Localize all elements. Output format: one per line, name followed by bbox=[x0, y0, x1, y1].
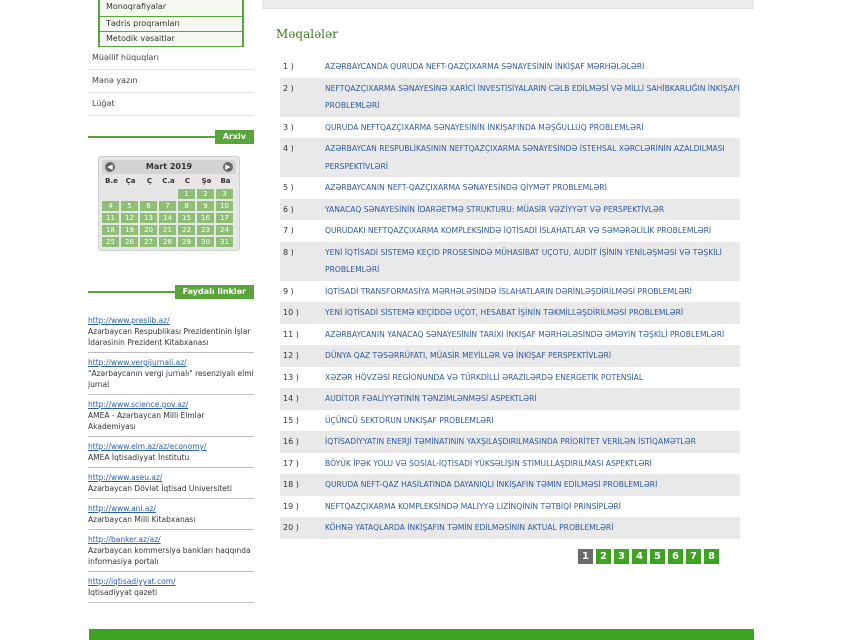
article-row bbox=[280, 496, 740, 518]
sidebar-menu bbox=[88, 47, 254, 116]
article-row bbox=[280, 242, 740, 281]
article-link[interactable]: AUDİTOR FƏALİYYƏTİNİN TƏNZİMLƏNMƏSİ ASPEKTLƏRİ bbox=[325, 394, 537, 403]
article-number: 5 ) bbox=[283, 183, 294, 192]
useful-link-item bbox=[88, 353, 254, 395]
calendar-day[interactable]: 29 bbox=[178, 237, 195, 247]
article-number: 4 ) bbox=[283, 144, 294, 153]
calendar-day[interactable]: 1 bbox=[178, 189, 195, 199]
sidebar-menu-item[interactable]: Mənə yazın bbox=[88, 70, 254, 93]
calendar-day[interactable]: 2 bbox=[197, 189, 214, 199]
article-link[interactable]: AZƏRBAYCANIN YANACAQ SƏNAYESİNİN TARİXİ İNKİŞAF MƏRHƏLƏSİNDƏ ƏMƏYİN TƏŞKİLİ PROBLEMLƏRİ bbox=[325, 329, 725, 339]
weekday-label: B.e bbox=[105, 177, 118, 185]
useful-link-description: Azərbaycan kommersiya bankları haqqında informasiya portalı bbox=[88, 546, 251, 566]
article-number: 6 ) bbox=[283, 204, 294, 214]
article-row bbox=[280, 517, 740, 539]
article-number: 18 ) bbox=[283, 480, 299, 489]
calendar-day[interactable]: 12 bbox=[121, 213, 138, 223]
article-row bbox=[280, 410, 740, 432]
calendar-day[interactable]: 13 bbox=[140, 213, 157, 223]
calendar-day[interactable]: 27 bbox=[140, 237, 157, 247]
top-bar bbox=[262, 0, 754, 9]
useful-link-item bbox=[88, 572, 254, 603]
calendar-day[interactable]: 4 bbox=[102, 201, 119, 211]
calendar-day[interactable]: 22 bbox=[178, 225, 195, 235]
useful-link-description: Azərbaycan Dövlət İqtisad Universiteti bbox=[88, 484, 232, 493]
submenu-item[interactable]: Tədris proqramları bbox=[100, 17, 242, 32]
article-link[interactable]: AZƏRBAYCANIN NEFT-QAZÇIXARMA SƏNAYESİNDƏ QİYMƏT PROBLEMLƏRİ bbox=[325, 183, 607, 192]
useful-link-url[interactable]: http://www.vergijurnali.az/ bbox=[88, 358, 187, 367]
article-number: 17 ) bbox=[283, 458, 299, 468]
calendar-day[interactable]: 30 bbox=[197, 237, 214, 247]
calendar-day[interactable]: 18 bbox=[102, 225, 119, 235]
article-number: 16 ) bbox=[283, 437, 299, 446]
article-number: 11 ) bbox=[283, 329, 299, 339]
article-row bbox=[280, 138, 740, 177]
article-link[interactable]: AZƏRBAYCANDA QURUDA NEFT-QAZÇIXARMA SƏNAYESİNİN İNKİŞAF MƏRHƏLƏLƏRİ bbox=[325, 62, 645, 71]
article-number: 2 ) bbox=[283, 83, 294, 93]
page-link[interactable]: 8 bbox=[704, 549, 719, 564]
useful-link-item bbox=[88, 468, 254, 499]
article-link[interactable]: İQTİSADİ TRANSFORMASİYA MƏRHƏLƏSİNDƏ İSLAHATLARIN DƏRİNLƏŞDİRİLMƏSİ PROBLEMLƏRİ bbox=[325, 286, 692, 296]
articles-list bbox=[280, 56, 740, 539]
article-number: 13 ) bbox=[283, 372, 299, 382]
article-row bbox=[280, 177, 740, 199]
page-link[interactable]: 2 bbox=[596, 549, 611, 564]
useful-link-item bbox=[88, 530, 254, 572]
calendar-month: Mart 2019 bbox=[145, 162, 193, 171]
sidebar bbox=[88, 0, 254, 603]
article-number: 20 ) bbox=[283, 523, 299, 532]
article-row bbox=[280, 324, 740, 346]
calendar-day[interactable]: 24 bbox=[216, 225, 233, 235]
calendar-day[interactable]: 26 bbox=[121, 237, 138, 247]
useful-link-item bbox=[88, 437, 254, 468]
calendar-day[interactable]: 31 bbox=[216, 237, 233, 247]
article-link[interactable]: AZƏRBAYCAN RESPUBLİKASININ NEFTQAZÇIXARMA SƏNAYESİNDƏ İSTEHSAL XƏRCLƏRİNİN AZALDILMASI PERSPEKTİVLƏRİ bbox=[325, 144, 725, 171]
sidebar-menu-item[interactable]: Müəllif hüquqları bbox=[88, 47, 254, 70]
article-row bbox=[280, 302, 740, 324]
weekday-label: Ba bbox=[220, 177, 231, 185]
article-row bbox=[280, 367, 740, 389]
calendar-day[interactable]: 28 bbox=[159, 237, 176, 247]
calendar-day[interactable]: 21 bbox=[159, 225, 176, 235]
prev-month-icon[interactable]: ◀ bbox=[105, 162, 115, 172]
useful-link-item bbox=[88, 499, 254, 530]
article-row bbox=[280, 474, 740, 496]
page-link[interactable]: 4 bbox=[632, 549, 647, 564]
article-number: 1 ) bbox=[283, 62, 294, 71]
weekday-label: C.a bbox=[162, 177, 175, 185]
useful-links-list bbox=[88, 311, 254, 603]
archive-calendar bbox=[98, 156, 240, 251]
calendar-empty-cell bbox=[140, 189, 157, 199]
article-link[interactable]: ÜÇÜNCÜ SEKTORUN UNKİŞAF PROBLEMLƏRİ bbox=[325, 415, 494, 425]
calendar-day[interactable]: 9 bbox=[197, 201, 214, 211]
calendar-empty-cell bbox=[121, 189, 138, 199]
article-row bbox=[280, 388, 740, 410]
sidebar-menu-item[interactable]: Lüğət bbox=[88, 93, 254, 116]
article-row bbox=[280, 220, 740, 242]
article-number: 7 ) bbox=[283, 226, 294, 235]
calendar-header bbox=[102, 160, 236, 174]
calendar-days bbox=[102, 189, 236, 247]
useful-link-item bbox=[88, 395, 254, 437]
article-link[interactable]: NEFTQAZÇIXARMA KOMPLEKSİNDƏ MALİYYƏ LİZİNQİNİN TƏTBİQİ PRİNSİPLƏRİ bbox=[325, 501, 621, 511]
calendar-empty-cell bbox=[102, 189, 119, 199]
useful-link-description: AMEA - Azərbaycan Milli Elmlər Akademiyası bbox=[88, 411, 205, 431]
calendar-day[interactable]: 6 bbox=[140, 201, 157, 211]
useful-link-description: "Azərbaycanın vergi jurnalı" resenziyalı elmi jurnal bbox=[88, 369, 254, 389]
weekday-label: Ç bbox=[146, 177, 153, 185]
article-link[interactable]: QURUDA NEFT-QAZ HASİLATINDA DAYANIQLI İNKİŞAFIN TƏMİN EDİLMƏSİ PROBLEMLƏRİ bbox=[325, 480, 658, 489]
useful-link-url[interactable]: http://www.aseu.az/ bbox=[88, 473, 163, 482]
submenu-item[interactable]: Metodik vəsaitlər bbox=[100, 32, 242, 47]
calendar-empty-cell bbox=[159, 189, 176, 199]
calendar-day[interactable]: 3 bbox=[216, 189, 233, 199]
archive-label[interactable]: Arxiv bbox=[215, 130, 254, 144]
article-link[interactable]: NEFTQAZÇIXARMA SƏNAYESİNƏ XARİCİ İNVESTİSİYALARIN CƏLB EDİLMƏSİ VƏ MİLLİ SAHİBKARLIĞIN İNKİŞAFI PROBLEMLƏRİ bbox=[325, 83, 740, 110]
useful-link-url[interactable]: http://www.anl.az/ bbox=[88, 504, 156, 513]
weekday-label: C bbox=[184, 177, 191, 185]
useful-links-label: Faydalı linklər bbox=[175, 285, 254, 299]
article-link[interactable]: YENİ İQTİSADİ SİSTEMƏ KEÇİD PROSESİNDƏ MÜHASİBAT UÇOTU, AUDİT İŞİNİN YENİLƏŞMƏSİ VƏ TƏŞKİLİ PROBLEMLƏRİ bbox=[325, 247, 722, 274]
useful-link-description: AMEA İqtisadiyyat İnstitutu bbox=[88, 453, 190, 462]
article-number: 14 ) bbox=[283, 394, 299, 403]
article-row bbox=[280, 199, 740, 221]
article-link[interactable]: YENİ İQTİSADİ SİSTEMƏ KEÇİDDƏ UÇOT, HESABAT İŞİNİN TƏKMİLLƏŞDİRİLMƏSİ PROBLEMLƏRİ bbox=[325, 308, 684, 317]
calendar-day[interactable]: 14 bbox=[159, 213, 176, 223]
page-link[interactable]: 3 bbox=[614, 549, 629, 564]
useful-links-header bbox=[88, 285, 254, 299]
calendar-day[interactable]: 20 bbox=[140, 225, 157, 235]
article-number: 3 ) bbox=[283, 122, 294, 132]
weekday-label: Ça bbox=[125, 177, 136, 185]
article-row bbox=[280, 78, 740, 117]
article-link[interactable]: DÜNYA QAZ TƏSƏRRÜFATI, MÜASİR MEYİLLƏR VƏ İNKİŞAF PERSPEKTİVLƏRİ bbox=[325, 351, 612, 360]
calendar-day[interactable]: 23 bbox=[197, 225, 214, 235]
article-number: 9 ) bbox=[283, 286, 294, 296]
calendar-day[interactable]: 11 bbox=[102, 213, 119, 223]
article-link[interactable]: QURUDAKI NEFTQAZÇIXARMA KOMPLEKSİNDƏ İQTİSADİ İSLAHATLAR VƏ SƏMƏRƏLİLİK PROBLEMLƏRİ bbox=[325, 226, 712, 235]
article-number: 19 ) bbox=[283, 501, 299, 511]
article-row bbox=[280, 117, 740, 139]
submenu-item[interactable]: Monoqrafiyalar bbox=[100, 0, 242, 17]
useful-link-item bbox=[88, 311, 254, 353]
page-link[interactable]: 5 bbox=[650, 549, 665, 564]
article-row bbox=[280, 56, 740, 78]
useful-link-url[interactable]: http://banker.az/az/ bbox=[88, 535, 161, 544]
publications-submenu bbox=[98, 0, 244, 47]
page-link[interactable]: 6 bbox=[668, 549, 683, 564]
article-link[interactable]: İQTİSADİYYATIN ENERJİ TƏMİNATININ YAXŞILAŞDIRILMASINDA PRİORİTET VERİLƏN İSTİQAMƏTLƏR bbox=[325, 437, 696, 446]
footer-bar bbox=[89, 629, 754, 640]
useful-link-url[interactable]: http://www.science.gov.az/ bbox=[88, 400, 189, 409]
page-link[interactable]: 7 bbox=[686, 549, 701, 564]
article-row bbox=[280, 431, 740, 453]
article-number: 15 ) bbox=[283, 415, 299, 425]
calendar-day[interactable]: 8 bbox=[178, 201, 195, 211]
article-number: 12 ) bbox=[283, 351, 299, 360]
useful-link-description: İqtisadiyyat qəzeti bbox=[88, 588, 158, 597]
article-row bbox=[280, 281, 740, 303]
useful-link-url[interactable]: http://www.preslib.az/ bbox=[88, 316, 170, 325]
article-number: 8 ) bbox=[283, 247, 294, 257]
next-month-icon[interactable]: ▶ bbox=[223, 162, 233, 172]
article-link[interactable]: XƏZƏR HÖVZƏSİ REGİONUNDA VƏ TÜRKDİLLİ ƏRAZİLƏRDƏ ENERGETİK POTENSİAL bbox=[325, 372, 644, 382]
weekday-label: Şə bbox=[201, 177, 212, 185]
useful-link-description: Azərbaycan Respublikası Prezidentinin İşlər İdarəsinin Prezident Kitabxanası bbox=[88, 327, 251, 347]
calendar-day[interactable]: 7 bbox=[159, 201, 176, 211]
calendar-day[interactable]: 10 bbox=[216, 201, 233, 211]
article-number: 10 ) bbox=[283, 308, 299, 317]
calendar-day[interactable]: 16 bbox=[197, 213, 214, 223]
article-link[interactable]: YANACAQ SƏNAYESİNİN İDARƏETMƏ STRUKTURU: MÜASİR VƏZİYYƏT VƏ PERSPEKTİVLƏR bbox=[325, 204, 665, 214]
calendar-weekdays bbox=[102, 177, 236, 185]
article-row bbox=[280, 345, 740, 367]
article-link[interactable]: BÖYÜK İPƏK YOLU VƏ SOSİAL-İQTİSADİ YÜKSƏLİŞİN STİMULLAŞDIRILMASI ASPEKTLƏRİ bbox=[325, 458, 652, 468]
page-title: Məqalələr bbox=[276, 27, 338, 41]
calendar-day[interactable]: 25 bbox=[102, 237, 119, 247]
pagination bbox=[578, 549, 722, 564]
archive-header bbox=[88, 130, 254, 144]
useful-link-description: Azərbaycan Milli Kitabxanası bbox=[88, 515, 196, 524]
article-row bbox=[280, 453, 740, 475]
calendar-day[interactable]: 19 bbox=[121, 225, 138, 235]
article-link[interactable]: QURUDA NEFTQAZÇIXARMA SƏNAYESİNİN İNKİŞAFINDA MƏŞĞULLUQ PROBLEMLƏRİ bbox=[325, 122, 644, 132]
useful-link-url[interactable]: http://www.elm.az/az/economy/ bbox=[88, 442, 207, 451]
useful-link-url[interactable]: http://iqtisadiyyat.com/ bbox=[88, 577, 176, 586]
calendar-day[interactable]: 5 bbox=[121, 201, 138, 211]
calendar-day[interactable]: 17 bbox=[216, 213, 233, 223]
article-link[interactable]: KÖHNƏ YATAQLARDA İNKİŞAFIN TƏMİN EDİLMƏSİNİN AKTUAL PROBLEMLƏRİ bbox=[325, 523, 614, 532]
page-current[interactable]: 1 bbox=[578, 549, 593, 564]
calendar-day[interactable]: 15 bbox=[178, 213, 195, 223]
